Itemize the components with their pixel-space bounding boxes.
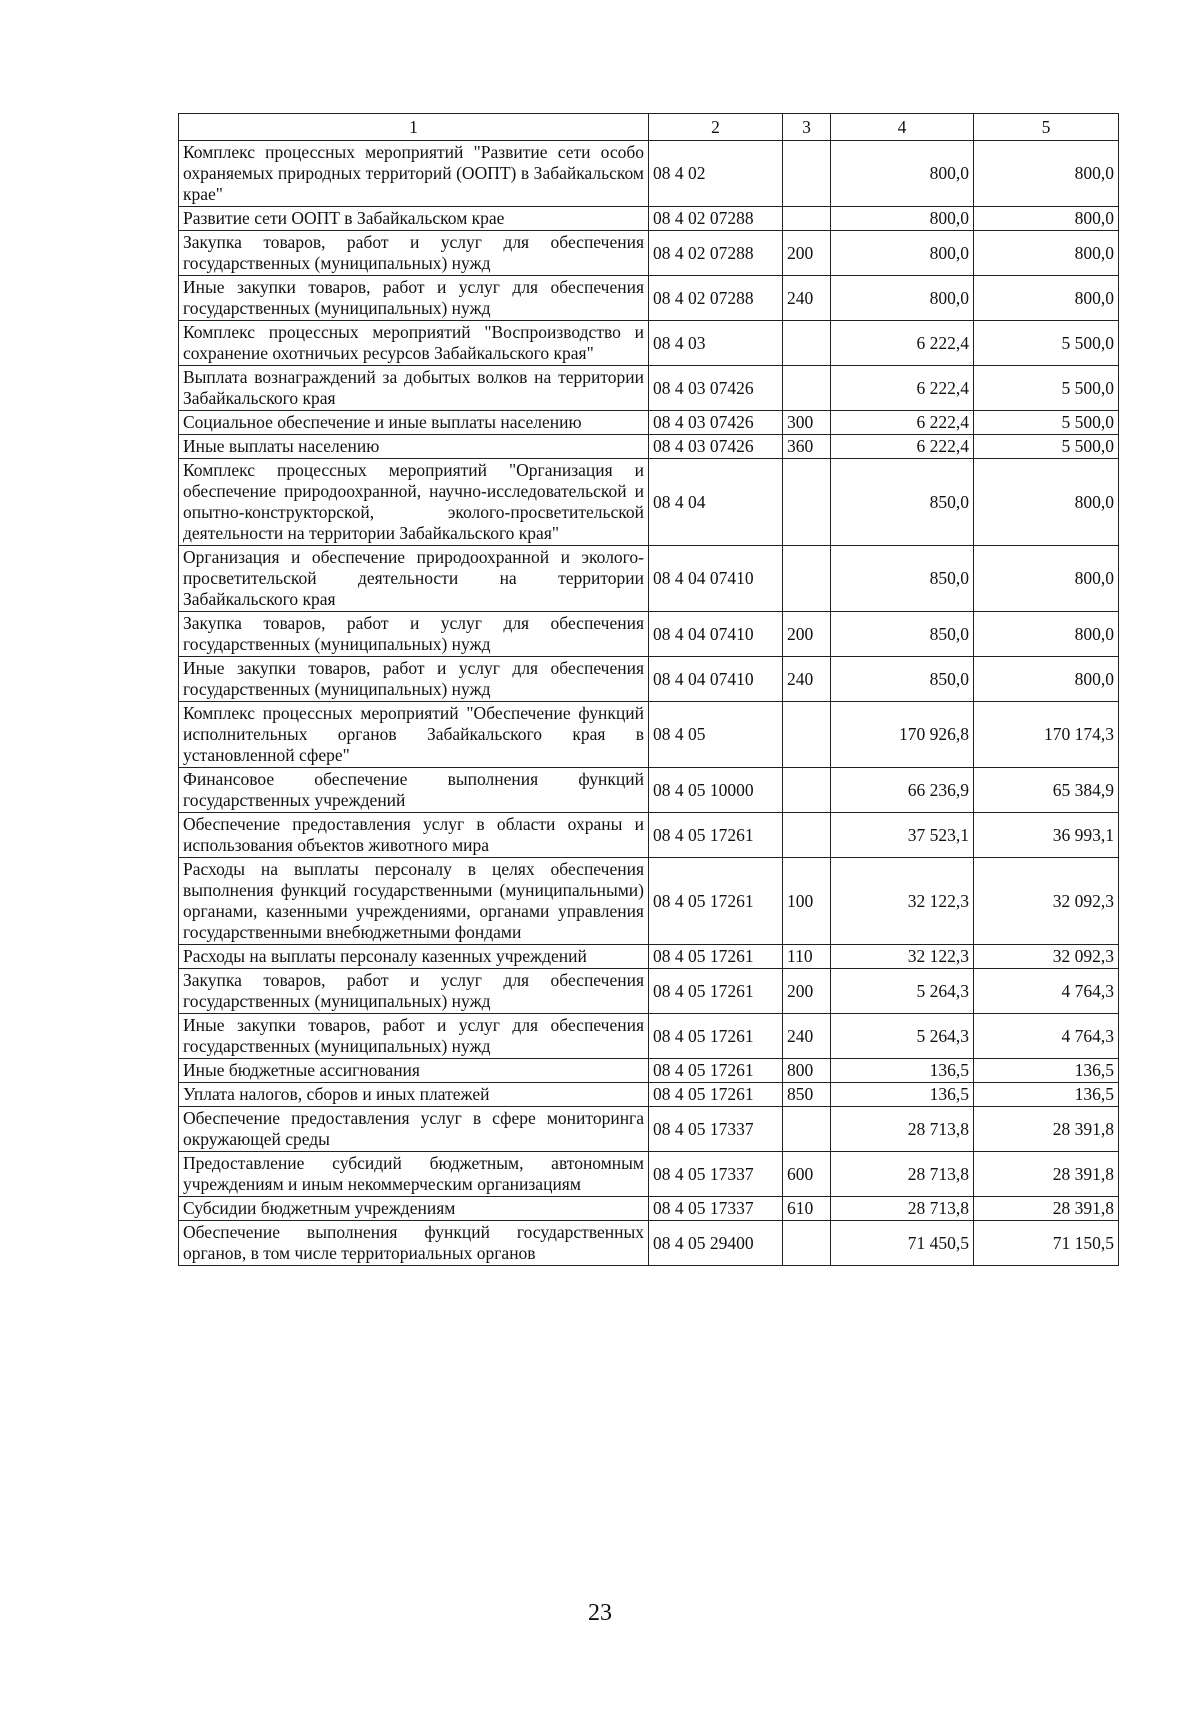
row-type-cell: 200 — [783, 612, 831, 657]
row-code-cell: 08 4 05 17261 — [649, 1059, 783, 1083]
row-value-2024-cell: 28 713,8 — [831, 1152, 974, 1197]
table-row — [179, 276, 1119, 321]
table-row — [179, 435, 1119, 459]
row-code-cell: 08 4 05 17261 — [649, 945, 783, 969]
row-value-2024-cell: 6 222,4 — [831, 366, 974, 411]
row-value-2024-cell: 136,5 — [831, 1083, 974, 1107]
row-value-2024-cell: 6 222,4 — [831, 321, 974, 366]
row-value-2024-cell: 28 713,8 — [831, 1107, 974, 1152]
row-value-2025-cell: 136,5 — [974, 1083, 1119, 1107]
row-name-cell: Организация и обеспечение природоохранной и эколого-просветительской деятельности на территории Забайкальского края — [179, 546, 649, 612]
row-type-cell: 240 — [783, 1014, 831, 1059]
row-code-cell: 08 4 05 — [649, 702, 783, 768]
row-type-cell: 850 — [783, 1083, 831, 1107]
row-code-cell: 08 4 02 07288 — [649, 207, 783, 231]
table-row — [179, 141, 1119, 207]
row-name-cell: Иные закупки товаров, работ и услуг для обеспечения государственных (муниципальных) нужд — [179, 1014, 649, 1059]
row-name-cell: Комплекс процессных мероприятий "Организация и обеспечение природоохранной, научно-исследовательской и опытно-конструкторской, эколого-просветительской деятельности на территории Забайкальского края" — [179, 459, 649, 546]
row-value-2024-cell: 32 122,3 — [831, 945, 974, 969]
row-value-2025-cell: 800,0 — [974, 612, 1119, 657]
row-code-cell: 08 4 05 17337 — [649, 1197, 783, 1221]
row-value-2025-cell: 800,0 — [974, 276, 1119, 321]
row-code-cell: 08 4 05 29400 — [649, 1221, 783, 1266]
row-code-cell: 08 4 04 07410 — [649, 612, 783, 657]
row-name-cell: Закупка товаров, работ и услуг для обеспечения государственных (муниципальных) нужд — [179, 969, 649, 1014]
row-value-2024-cell: 5 264,3 — [831, 969, 974, 1014]
row-type-cell: 200 — [783, 231, 831, 276]
budget-table — [178, 113, 1119, 1266]
row-name-cell: Уплата налогов, сборов и иных платежей — [179, 1083, 649, 1107]
table-row — [179, 231, 1119, 276]
row-value-2024-cell: 71 450,5 — [831, 1221, 974, 1266]
row-type-cell — [783, 366, 831, 411]
row-value-2024-cell: 850,0 — [831, 546, 974, 612]
row-code-cell: 08 4 02 07288 — [649, 231, 783, 276]
table-row — [179, 459, 1119, 546]
table-row — [179, 1083, 1119, 1107]
row-code-cell: 08 4 03 07426 — [649, 435, 783, 459]
table-row — [179, 945, 1119, 969]
row-name-cell: Комплекс процессных мероприятий "Обеспечение функций исполнительных органов Забайкальского края в установленной сфере" — [179, 702, 649, 768]
row-value-2025-cell: 32 092,3 — [974, 858, 1119, 945]
row-code-cell: 08 4 04 07410 — [649, 657, 783, 702]
header-cell: 4 — [831, 114, 974, 141]
row-value-2024-cell: 800,0 — [831, 207, 974, 231]
row-value-2024-cell: 800,0 — [831, 141, 974, 207]
row-value-2024-cell: 850,0 — [831, 459, 974, 546]
row-type-cell: 240 — [783, 657, 831, 702]
row-type-cell: 610 — [783, 1197, 831, 1221]
table-row — [179, 1107, 1119, 1152]
row-value-2025-cell: 800,0 — [974, 141, 1119, 207]
row-name-cell: Закупка товаров, работ и услуг для обеспечения государственных (муниципальных) нужд — [179, 612, 649, 657]
row-value-2025-cell: 28 391,8 — [974, 1107, 1119, 1152]
row-value-2025-cell: 4 764,3 — [974, 1014, 1119, 1059]
row-type-cell — [783, 768, 831, 813]
row-type-cell — [783, 1221, 831, 1266]
row-value-2025-cell: 65 384,9 — [974, 768, 1119, 813]
row-value-2024-cell: 170 926,8 — [831, 702, 974, 768]
row-value-2024-cell: 6 222,4 — [831, 411, 974, 435]
table-row — [179, 768, 1119, 813]
row-code-cell: 08 4 05 17337 — [649, 1152, 783, 1197]
row-code-cell: 08 4 05 17261 — [649, 813, 783, 858]
table-row — [179, 612, 1119, 657]
row-code-cell: 08 4 04 — [649, 459, 783, 546]
table-row — [179, 1221, 1119, 1266]
row-code-cell: 08 4 03 07426 — [649, 366, 783, 411]
row-name-cell: Финансовое обеспечение выполнения функций государственных учреждений — [179, 768, 649, 813]
row-name-cell: Расходы на выплаты персоналу казенных учреждений — [179, 945, 649, 969]
table-row — [179, 366, 1119, 411]
table-row — [179, 207, 1119, 231]
page-number: 23 — [588, 1600, 612, 1626]
row-code-cell: 08 4 05 17261 — [649, 858, 783, 945]
row-code-cell: 08 4 02 — [649, 141, 783, 207]
row-value-2025-cell: 5 500,0 — [974, 366, 1119, 411]
table-row — [179, 1014, 1119, 1059]
row-code-cell: 08 4 05 10000 — [649, 768, 783, 813]
row-value-2025-cell: 4 764,3 — [974, 969, 1119, 1014]
row-value-2024-cell: 28 713,8 — [831, 1197, 974, 1221]
table-row — [179, 1152, 1119, 1197]
row-value-2024-cell: 32 122,3 — [831, 858, 974, 945]
row-name-cell: Иные выплаты населению — [179, 435, 649, 459]
row-value-2024-cell: 850,0 — [831, 612, 974, 657]
row-value-2025-cell: 5 500,0 — [974, 435, 1119, 459]
row-name-cell: Развитие сети ООПТ в Забайкальском крае — [179, 207, 649, 231]
table-row — [179, 969, 1119, 1014]
row-value-2025-cell: 800,0 — [974, 207, 1119, 231]
row-type-cell — [783, 141, 831, 207]
row-name-cell: Предоставление субсидий бюджетным, автономным учреждениям и иным некоммерческим организациям — [179, 1152, 649, 1197]
row-value-2025-cell: 5 500,0 — [974, 411, 1119, 435]
header-cell: 2 — [649, 114, 783, 141]
row-value-2025-cell: 136,5 — [974, 1059, 1119, 1083]
table-row — [179, 411, 1119, 435]
row-value-2024-cell: 5 264,3 — [831, 1014, 974, 1059]
row-type-cell — [783, 207, 831, 231]
header-cell: 5 — [974, 114, 1119, 141]
row-type-cell — [783, 321, 831, 366]
row-name-cell: Обеспечение выполнения функций государственных органов, в том числе территориальных органов — [179, 1221, 649, 1266]
row-value-2024-cell: 800,0 — [831, 276, 974, 321]
table-row — [179, 1059, 1119, 1083]
row-value-2024-cell: 136,5 — [831, 1059, 974, 1083]
table-header-row — [179, 114, 1119, 141]
row-value-2025-cell: 800,0 — [974, 459, 1119, 546]
row-code-cell: 08 4 05 17337 — [649, 1107, 783, 1152]
table-body — [179, 114, 1119, 1266]
row-value-2025-cell: 28 391,8 — [974, 1197, 1119, 1221]
row-value-2025-cell: 800,0 — [974, 231, 1119, 276]
row-type-cell — [783, 1107, 831, 1152]
row-type-cell: 240 — [783, 276, 831, 321]
row-value-2024-cell: 800,0 — [831, 231, 974, 276]
row-value-2024-cell: 37 523,1 — [831, 813, 974, 858]
row-value-2024-cell: 6 222,4 — [831, 435, 974, 459]
row-code-cell: 08 4 05 17261 — [649, 969, 783, 1014]
row-value-2025-cell: 36 993,1 — [974, 813, 1119, 858]
table-row — [179, 546, 1119, 612]
row-type-cell: 110 — [783, 945, 831, 969]
row-value-2025-cell: 800,0 — [974, 657, 1119, 702]
row-value-2025-cell: 5 500,0 — [974, 321, 1119, 366]
row-name-cell: Иные закупки товаров, работ и услуг для обеспечения государственных (муниципальных) нужд — [179, 276, 649, 321]
row-type-cell: 100 — [783, 858, 831, 945]
row-name-cell: Обеспечение предоставления услуг в сфере мониторинга окружающей среды — [179, 1107, 649, 1152]
row-code-cell: 08 4 03 07426 — [649, 411, 783, 435]
row-value-2025-cell: 28 391,8 — [974, 1152, 1119, 1197]
row-code-cell: 08 4 05 17261 — [649, 1014, 783, 1059]
row-type-cell — [783, 702, 831, 768]
row-type-cell: 360 — [783, 435, 831, 459]
row-type-cell: 800 — [783, 1059, 831, 1083]
row-code-cell: 08 4 04 07410 — [649, 546, 783, 612]
row-type-cell — [783, 813, 831, 858]
row-value-2024-cell: 66 236,9 — [831, 768, 974, 813]
row-type-cell — [783, 546, 831, 612]
row-type-cell: 600 — [783, 1152, 831, 1197]
row-name-cell: Обеспечение предоставления услуг в области охраны и использования объектов животного мира — [179, 813, 649, 858]
table-row — [179, 321, 1119, 366]
row-name-cell: Субсидии бюджетным учреждениям — [179, 1197, 649, 1221]
row-name-cell: Расходы на выплаты персоналу в целях обеспечения выполнения функций государственными (муниципальными) органами, казенными учреждениями, органами управления государственными внебюджетными фондами — [179, 858, 649, 945]
header-cell: 1 — [179, 114, 649, 141]
row-code-cell: 08 4 02 07288 — [649, 276, 783, 321]
row-name-cell: Выплата вознаграждений за добытых волков на территории Забайкальского края — [179, 366, 649, 411]
table-row — [179, 657, 1119, 702]
row-value-2025-cell: 800,0 — [974, 546, 1119, 612]
table-row — [179, 813, 1119, 858]
row-value-2024-cell: 850,0 — [831, 657, 974, 702]
row-name-cell: Иные бюджетные ассигнования — [179, 1059, 649, 1083]
table-row — [179, 1197, 1119, 1221]
row-type-cell — [783, 459, 831, 546]
table-row — [179, 858, 1119, 945]
row-value-2025-cell: 71 150,5 — [974, 1221, 1119, 1266]
row-value-2025-cell: 32 092,3 — [974, 945, 1119, 969]
row-name-cell: Комплекс процессных мероприятий "Воспроизводство и сохранение охотничьих ресурсов Забайкальского края" — [179, 321, 649, 366]
table-row — [179, 702, 1119, 768]
row-name-cell: Иные закупки товаров, работ и услуг для обеспечения государственных (муниципальных) нужд — [179, 657, 649, 702]
row-name-cell: Комплекс процессных мероприятий "Развитие сети особо охраняемых природных территорий (ООПТ) в Забайкальском крае" — [179, 141, 649, 207]
row-code-cell: 08 4 03 — [649, 321, 783, 366]
row-type-cell: 300 — [783, 411, 831, 435]
row-name-cell: Закупка товаров, работ и услуг для обеспечения государственных (муниципальных) нужд — [179, 231, 649, 276]
row-value-2025-cell: 170 174,3 — [974, 702, 1119, 768]
row-code-cell: 08 4 05 17261 — [649, 1083, 783, 1107]
row-name-cell: Социальное обеспечение и иные выплаты населению — [179, 411, 649, 435]
row-type-cell: 200 — [783, 969, 831, 1014]
header-cell: 3 — [783, 114, 831, 141]
